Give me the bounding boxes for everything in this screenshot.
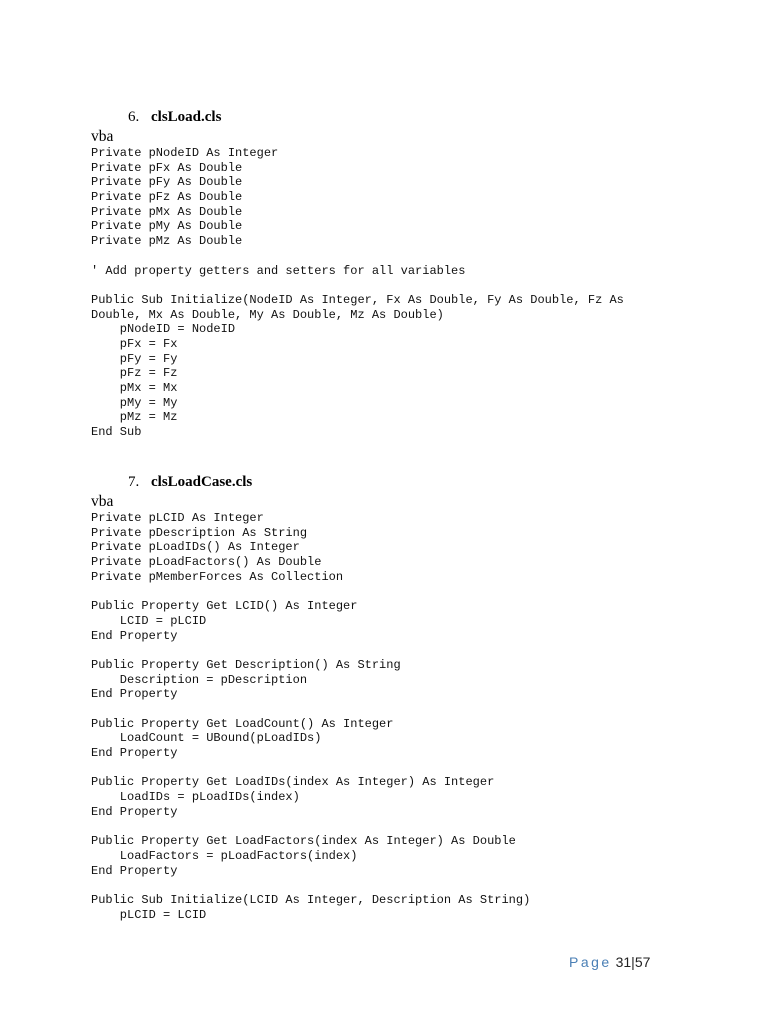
code-line: Public Property Get LoadFactors(index As Integer) As Double <box>91 834 516 849</box>
code-language-label: vba <box>91 493 114 510</box>
code-line <box>91 278 624 293</box>
code-line: Private pMy As Double <box>91 219 243 234</box>
code-line: Private pFy As Double <box>91 175 243 190</box>
code-line: End Property <box>91 804 178 819</box>
section-title: clsLoad.cls <box>151 109 222 125</box>
code-line: Description = pDescription <box>91 672 308 687</box>
code-line: Private pMz As Double <box>91 234 243 249</box>
code-line: pFx = Fx <box>91 336 178 351</box>
page-separator: | <box>631 954 635 970</box>
code-line: LoadIDs = pLoadIDs(index) <box>91 790 300 805</box>
code-line <box>91 878 530 893</box>
code-line: End Property <box>91 628 178 643</box>
code-language-label: vba <box>91 128 114 145</box>
page-total: 57 <box>634 954 651 970</box>
page-number: 31 <box>615 954 632 970</box>
code-line <box>91 643 530 658</box>
code-line: Private pLoadIDs() As Integer <box>91 540 300 555</box>
code-line: Double, Mx As Double, My As Double, Mz As Double) <box>91 307 444 322</box>
code-block-clsload <box>91 146 624 440</box>
code-line: Private pFx As Double <box>91 160 243 175</box>
code-line: End Property <box>91 746 178 760</box>
code-line: pFy = Fy <box>91 351 178 366</box>
code-line: pLCID = LCID <box>91 907 207 922</box>
code-line: Private pLCID As Integer <box>91 511 264 525</box>
section-title: clsLoadCase.cls <box>151 474 253 490</box>
code-line: LCID = pLCID <box>91 613 207 628</box>
code-line <box>91 249 624 264</box>
code-line: End Property <box>91 687 178 702</box>
section-number: 7. <box>128 474 140 490</box>
page-footer <box>569 954 650 970</box>
code-line: pFz = Fz <box>91 366 178 381</box>
code-line: Public Sub Initialize(NodeID As Integer, Fx As Double, Fy As Double, Fz As <box>91 292 624 307</box>
code-line <box>91 584 530 599</box>
code-line: Public Property Get Description() As String <box>91 657 401 672</box>
code-line: Public Sub Initialize(LCID As Integer, Description As String) <box>91 892 531 907</box>
code-line: pMx = Mx <box>91 381 178 395</box>
code-line: Private pNodeID As Integer <box>91 146 279 160</box>
code-line <box>91 702 530 717</box>
code-line: Private pLoadFactors() As Double <box>91 555 322 570</box>
code-line: pNodeID = NodeID <box>91 322 236 337</box>
code-line: Private pMemberForces As Collection <box>91 569 344 584</box>
section-number: 6. <box>128 109 140 125</box>
code-line: Private pMx As Double <box>91 204 243 219</box>
page-label: Page <box>569 954 612 970</box>
code-line: Private pDescription As String <box>91 525 308 540</box>
code-line: ' Add property getters and setters for all variables <box>91 263 466 278</box>
code-line: pMy = My <box>91 395 178 410</box>
code-line: pMz = Mz <box>91 410 178 425</box>
code-line: Public Property Get LoadCount() As Integer <box>91 716 394 731</box>
code-line: Private pFz As Double <box>91 190 243 205</box>
code-line <box>91 761 530 776</box>
code-line: End Sub <box>91 425 142 440</box>
code-line: End Property <box>91 863 178 878</box>
code-line <box>91 819 530 834</box>
section-heading-clsload <box>113 92 221 143</box>
section-heading-clsloadcase <box>113 457 252 508</box>
code-line: LoadCount = UBound(pLoadIDs) <box>91 731 322 746</box>
code-line: LoadFactors = pLoadFactors(index) <box>91 848 358 863</box>
code-line: Public Property Get LoadIDs(index As Integer) As Integer <box>91 775 495 790</box>
code-block-clsloadcase <box>91 511 530 922</box>
code-line: Public Property Get LCID() As Integer <box>91 599 358 614</box>
